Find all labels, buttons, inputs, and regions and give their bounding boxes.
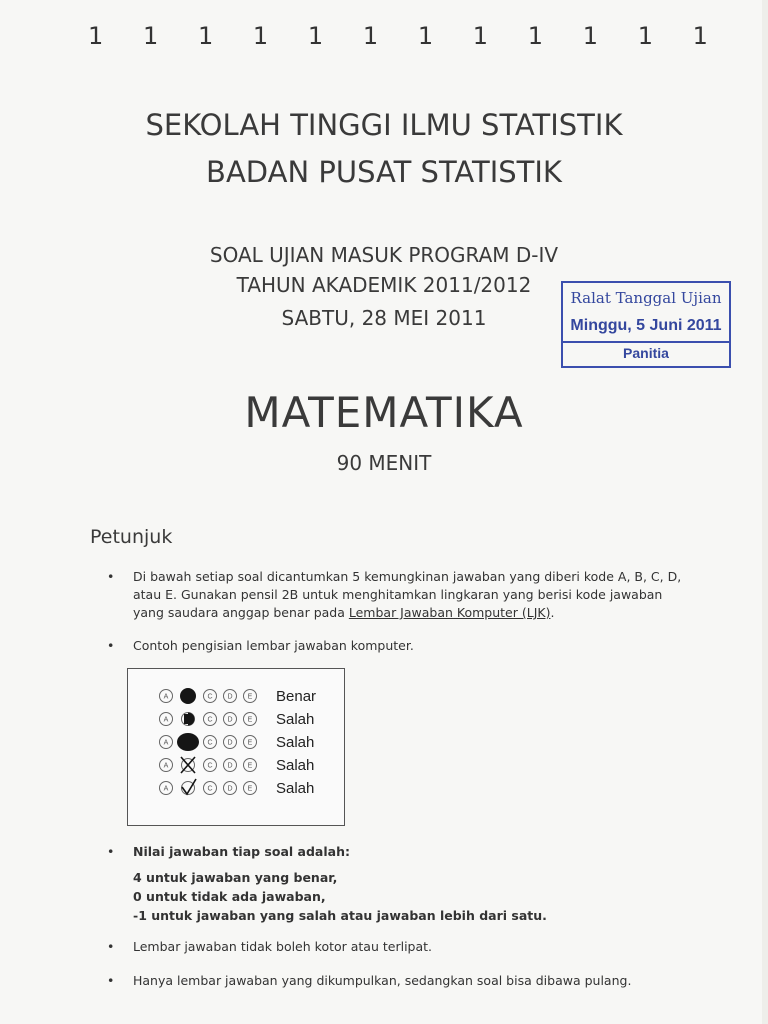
stamp-signature: Panitia [623, 345, 669, 361]
svg-text:D: D [227, 693, 233, 701]
svg-text:E: E [247, 762, 253, 770]
top-mark: 1 [692, 22, 708, 50]
bubble-row-icon [158, 686, 273, 706]
bullet-dot-icon: • [107, 638, 115, 653]
top-mark: 1 [527, 22, 544, 50]
example-row-wrong [158, 755, 273, 775]
top-mark: 1 [197, 22, 214, 50]
svg-text:D: D [227, 762, 233, 770]
instruction-text: Di bawah setiap soal dicantumkan 5 kemungkinan jawaban yang diberi kode A, B, C, D, [133, 569, 682, 584]
exam-academic-year: TAHUN AKADEMIK 2011/2012 [236, 273, 532, 297]
bubble-row-icon [158, 709, 273, 729]
score-rule: 4 untuk jawaban yang benar, [133, 870, 338, 885]
bullet-dot-icon: • [107, 844, 115, 859]
page-edge [762, 0, 768, 1024]
svg-text:E: E [247, 693, 253, 701]
top-mark: 1 [362, 22, 379, 50]
stamp-title: Ralat Tanggal Ujian [570, 289, 722, 307]
example-label: Salah [276, 757, 315, 774]
stamp-divider [563, 341, 729, 343]
top-mark: 1 [142, 22, 159, 50]
example-row-wrong [158, 732, 273, 752]
example-row-correct [158, 686, 273, 706]
svg-text:C: C [207, 716, 213, 724]
svg-text:C: C [207, 762, 213, 770]
svg-text:A: A [163, 716, 169, 724]
instruction-text: Hanya lembar jawaban yang dikumpulkan, sedangkan soal bisa dibawa pulang. [133, 973, 632, 988]
svg-text:E: E [247, 716, 253, 724]
svg-text:C: C [207, 693, 213, 701]
scoring-rules [133, 868, 547, 925]
bullet-dot-icon: • [107, 973, 115, 988]
svg-text:D: D [227, 785, 233, 793]
top-mark: 1 [307, 22, 324, 50]
stamp-date: Minggu, 5 Juni 2011 [570, 317, 722, 334]
svg-text:D: D [227, 739, 233, 747]
instruction-text: Lembar jawaban tidak boleh kotor atau terlipat. [133, 939, 433, 954]
svg-text:D: D [227, 716, 233, 724]
top-marks [88, 22, 708, 50]
bullet-dot-icon: • [107, 939, 115, 954]
answer-sheet-example [127, 668, 345, 826]
bubble-row-icon [158, 732, 273, 752]
example-row-wrong [158, 709, 273, 729]
instruction-text: Contoh pengisian lembar jawaban komputer. [133, 638, 414, 653]
bubble-row-icon [158, 755, 273, 775]
exam-program: SOAL UJIAN MASUK PROGRAM D-IV [209, 243, 559, 267]
svg-text:C: C [207, 785, 213, 793]
instruction-text: . [550, 605, 555, 620]
score-rule: -1 untuk jawaban yang salah atau jawaban lebih dari satu. [133, 908, 547, 923]
svg-text:A: A [163, 785, 169, 793]
top-mark: 1 [417, 22, 434, 50]
example-label: Salah [276, 734, 315, 751]
exam-date: SABTU, 28 MEI 2011 [281, 306, 487, 330]
top-mark: 1 [252, 22, 269, 50]
svg-text:A: A [163, 762, 169, 770]
svg-text:E: E [247, 739, 253, 747]
institution-subtitle: BADAN PUSAT STATISTIK [206, 155, 562, 189]
subject-title: MATEMATIKA [244, 388, 524, 437]
top-mark: 1 [88, 22, 104, 50]
correction-stamp [561, 281, 731, 368]
institution-title: SEKOLAH TINGGI ILMU STATISTIK [145, 108, 623, 142]
example-label: Salah [276, 711, 315, 728]
svg-text:A: A [163, 693, 169, 701]
bullet-dot-icon: • [107, 569, 115, 584]
svg-text:C: C [207, 739, 213, 747]
example-label: Benar [276, 688, 317, 705]
top-mark: 1 [472, 22, 489, 50]
bubble-row-icon [158, 778, 273, 798]
instruction-text: yang saudara anggap benar pada [133, 605, 349, 620]
instructions-heading: Petunjuk [90, 526, 173, 548]
svg-text:E: E [247, 785, 253, 793]
top-mark: 1 [582, 22, 598, 50]
score-rule: 0 untuk tidak ada jawaban, [133, 889, 326, 904]
example-label: Salah [276, 780, 315, 797]
instruction-text: Nilai jawaban tiap soal adalah: [133, 844, 350, 859]
exam-duration: 90 MENIT [336, 451, 432, 475]
top-mark: 1 [637, 22, 653, 50]
instruction-text: atau E. Gunakan pensil 2B untuk menghitamkan lingkaran yang berisi kode jawaban [133, 587, 663, 602]
ljk-term: Lembar Jawaban Komputer (LJK) [348, 605, 551, 620]
example-row-wrong [158, 778, 273, 798]
svg-text:A: A [163, 739, 169, 747]
